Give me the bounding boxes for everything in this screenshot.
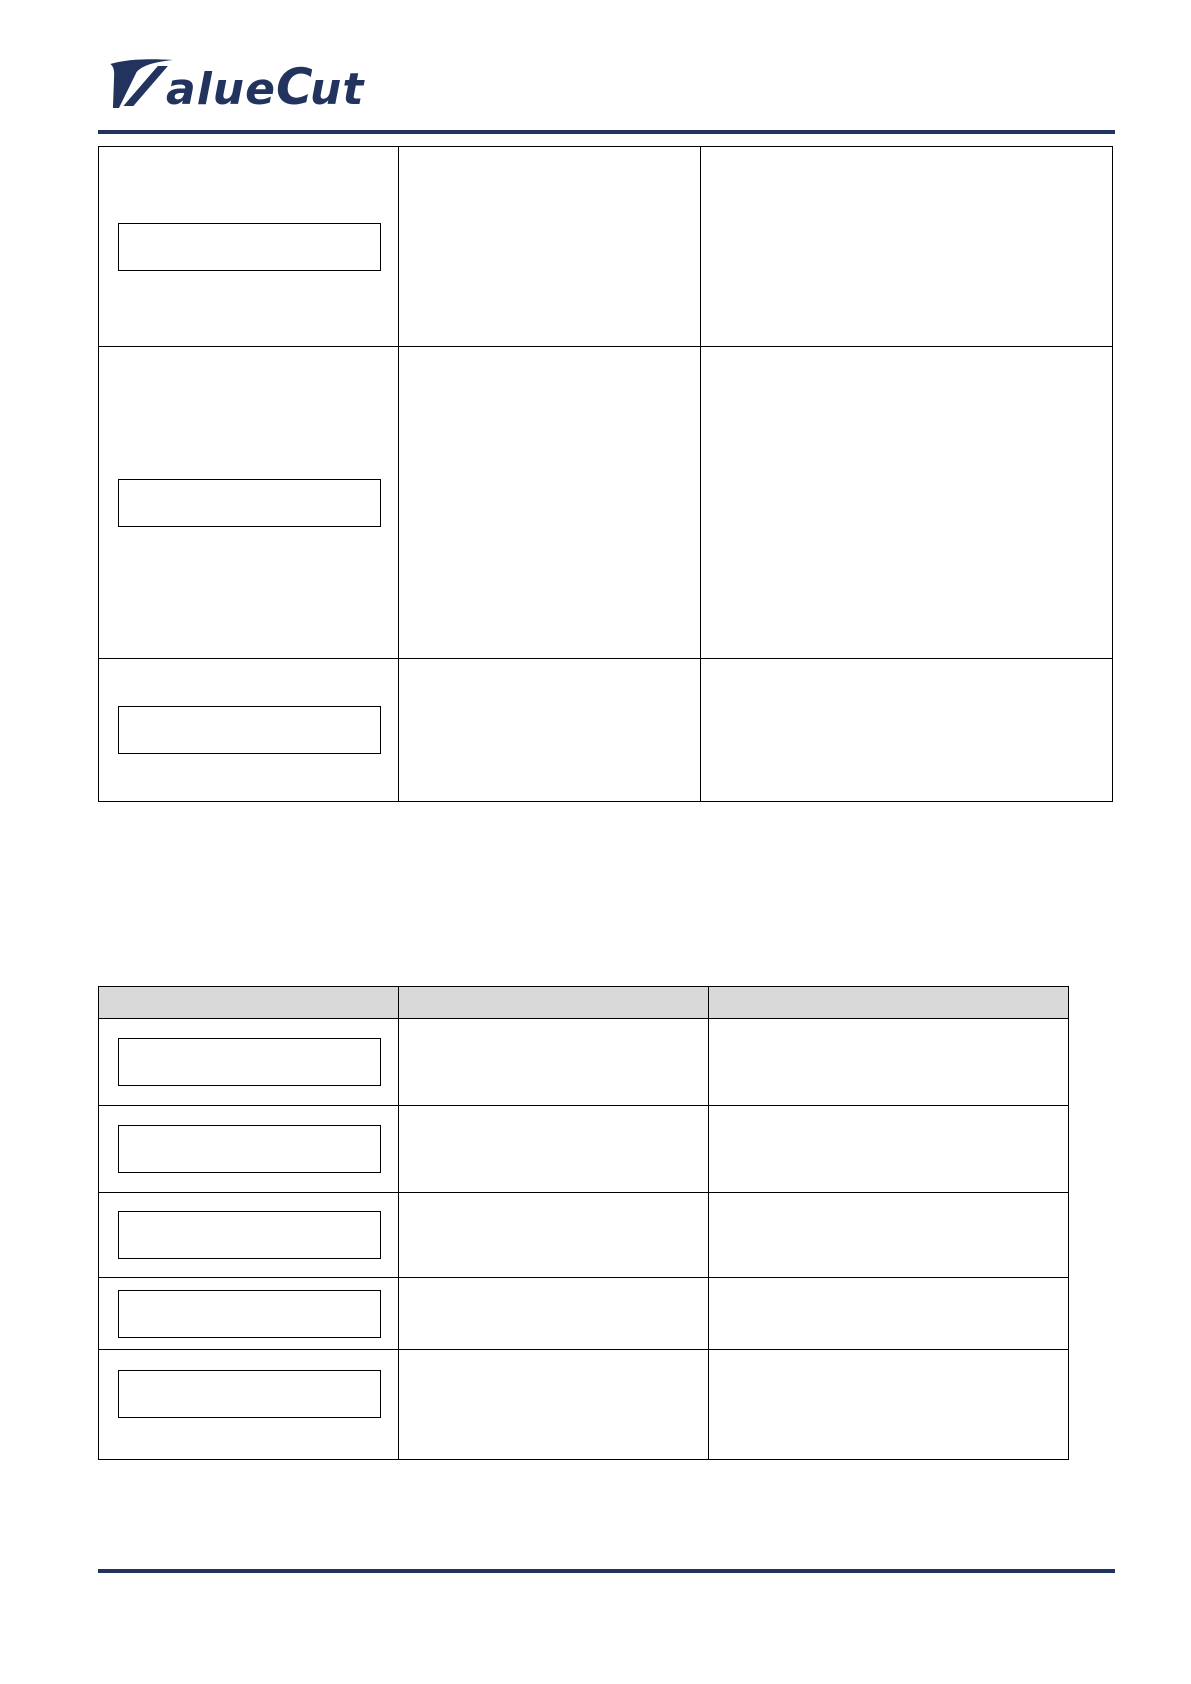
solution-cell — [709, 1019, 1069, 1106]
svg-text:ut: ut — [310, 64, 365, 115]
lcd-message-cell — [99, 147, 399, 347]
error-table — [98, 986, 1069, 1460]
column-header-cause — [399, 987, 709, 1019]
header-rule — [98, 130, 1115, 134]
solution-cell — [709, 1350, 1069, 1460]
table-row — [99, 1106, 1069, 1193]
solution-cell — [701, 147, 1113, 347]
table-row — [99, 1193, 1069, 1278]
lcd-message-cell — [99, 347, 399, 659]
lcd-message-cell — [99, 659, 399, 802]
solution-cell — [709, 1278, 1069, 1350]
cause-cell — [399, 1019, 709, 1106]
error-table-continued — [98, 146, 1113, 802]
lcd-message-cell — [99, 1193, 399, 1278]
cause-cell — [399, 1106, 709, 1193]
cause-cell — [399, 1278, 709, 1350]
table-row — [99, 347, 1113, 659]
footer-rule — [98, 1569, 1115, 1573]
solution-cell — [701, 659, 1113, 802]
lcd-display — [118, 479, 381, 527]
table-row — [99, 1350, 1069, 1460]
lcd-display — [118, 1125, 381, 1173]
table-row — [99, 1278, 1069, 1350]
cause-cell — [399, 347, 701, 659]
lcd-message-cell — [99, 1350, 399, 1460]
column-header-solution — [709, 987, 1069, 1019]
valuecut-logo — [104, 56, 414, 116]
cause-cell — [399, 1193, 709, 1278]
table-header-row — [99, 987, 1069, 1019]
table-row — [99, 1019, 1069, 1106]
column-header-message — [99, 987, 399, 1019]
lcd-display — [118, 706, 381, 754]
cause-cell — [399, 147, 701, 347]
lcd-message-cell — [99, 1278, 399, 1350]
lcd-display — [118, 1290, 381, 1338]
lcd-message-cell — [99, 1106, 399, 1193]
lcd-display — [118, 1211, 381, 1259]
table-row — [99, 659, 1113, 802]
lcd-message-cell — [99, 1019, 399, 1106]
lcd-display — [118, 223, 381, 271]
lcd-display — [118, 1370, 381, 1418]
svg-text:alue: alue — [166, 64, 276, 115]
lcd-display — [118, 1038, 381, 1086]
svg-text:C: C — [276, 58, 313, 116]
cause-cell — [399, 659, 701, 802]
cause-cell — [399, 1350, 709, 1460]
solution-cell — [709, 1106, 1069, 1193]
solution-cell — [709, 1193, 1069, 1278]
solution-cell — [701, 347, 1113, 659]
table-row — [99, 147, 1113, 347]
